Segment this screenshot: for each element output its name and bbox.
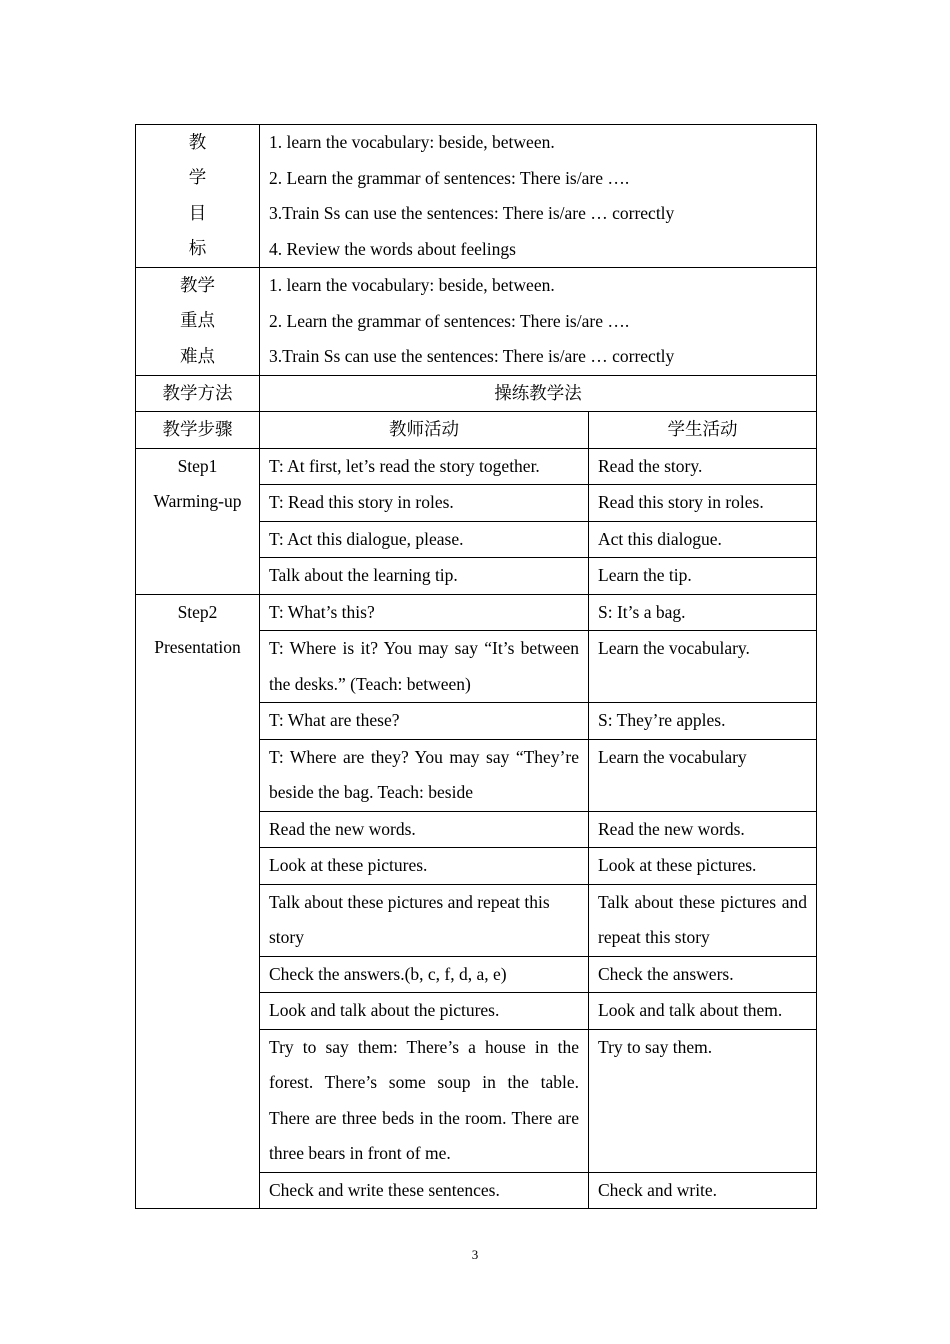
key-point-item: 2. Learn the grammar of sentences: There is/are ….	[269, 310, 630, 331]
teacher-activity: T: Where are they? You may say “They’re beside the bag. Teach: beside	[260, 739, 589, 811]
student-activity: Talk about these pictures and repeat this story	[589, 884, 817, 956]
teacher-activity: T: Where is it? You may say “It’s between the desks.” (Teach: between)	[260, 631, 589, 703]
teacher-activity: T: What’s this?	[260, 594, 589, 631]
objective-item: 4. Review the words about feelings	[269, 238, 516, 259]
table-row	[136, 448, 817, 485]
lesson-plan-table	[135, 124, 817, 1209]
key-points-row	[136, 268, 817, 376]
objectives-content	[260, 125, 817, 268]
key-points-label: 教学 重点 难点	[136, 268, 260, 376]
objective-item: 2. Learn the grammar of sentences: There is/are ….	[269, 167, 630, 188]
objective-item: 1. learn the vocabulary: beside, between.	[269, 132, 555, 152]
student-activity: Act this dialogue.	[589, 521, 817, 558]
student-activity: S: They’re apples.	[589, 703, 817, 740]
student-activity: Learn the vocabulary	[589, 739, 817, 811]
student-activity: Read the story.	[589, 448, 817, 485]
teacher-activity: Look and talk about the pictures.	[260, 993, 589, 1030]
key-point-item: 3.Train Ss can use the sentences: There is/are … correctly	[269, 346, 675, 366]
student-activity: Read this story in roles.	[589, 485, 817, 522]
page-number: 3	[471, 1247, 479, 1262]
student-activity: Look at these pictures.	[589, 848, 817, 885]
teacher-activity: Talk about the learning tip.	[260, 558, 589, 595]
teacher-activity: T: Read this story in roles.	[260, 485, 589, 522]
objectives-row	[136, 125, 817, 268]
student-activity: Learn the vocabulary.	[589, 631, 817, 703]
objectives-label: 教 学 目 标	[136, 125, 260, 268]
steps-header-row	[136, 412, 817, 449]
teacher-activity: Check the answers.(b, c, f, d, a, e)	[260, 956, 589, 993]
objective-item: 3.Train Ss can use the sentences: There is/are … correctly	[269, 203, 675, 223]
student-activity-header: 学生活动	[589, 412, 817, 449]
teacher-activity: Check and write these sentences.	[260, 1172, 589, 1209]
student-activity: Check and write.	[589, 1172, 817, 1209]
method-value: 操练教学法	[260, 375, 817, 412]
student-activity: Read the new words.	[589, 811, 817, 848]
step1-label: Step1 Warming-up	[136, 448, 260, 594]
student-activity: Learn the tip.	[589, 558, 817, 595]
method-row	[136, 375, 817, 412]
teacher-activity: Read the new words.	[260, 811, 589, 848]
student-activity: Look and talk about them.	[589, 993, 817, 1030]
teacher-activity: Talk about these pictures and repeat this story	[260, 884, 589, 956]
student-activity: Try to say them.	[589, 1029, 817, 1172]
teacher-activity: T: At first, let’s read the story together.	[260, 448, 589, 485]
teacher-activity-header: 教师活动	[260, 412, 589, 449]
table-row	[136, 594, 817, 631]
method-label: 教学方法	[136, 375, 260, 412]
key-points-content	[260, 268, 817, 376]
student-activity: S: It’s a bag.	[589, 594, 817, 631]
teacher-activity: T: Act this dialogue, please.	[260, 521, 589, 558]
teacher-activity: T: What are these?	[260, 703, 589, 740]
step2-label: Step2 Presentation	[136, 594, 260, 1209]
teacher-activity: Try to say them: There’s a house in the forest. There’s some soup in the table. There are three beds in the room. There are three bears in front of me.	[260, 1029, 589, 1172]
student-activity: Check the answers.	[589, 956, 817, 993]
steps-header-label: 教学步骤	[136, 412, 260, 449]
key-point-item: 1. learn the vocabulary: beside, between.	[269, 275, 555, 295]
teacher-activity: Look at these pictures.	[260, 848, 589, 885]
